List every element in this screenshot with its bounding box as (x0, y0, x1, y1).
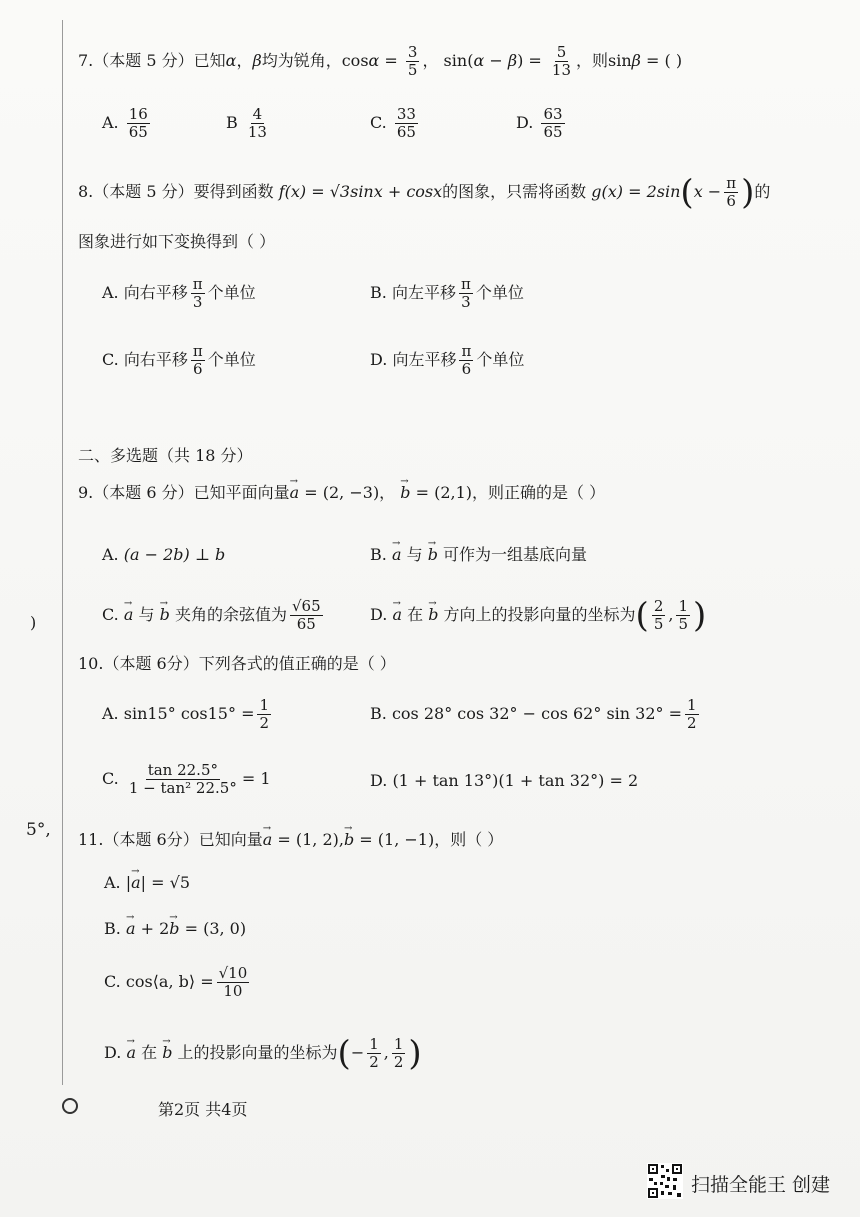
scanner-watermark: 扫描全能王 创建 (691, 1174, 831, 1196)
margin-rule (62, 20, 63, 1085)
q9-option-a[interactable]: A. (a − 2b) ⊥ b (102, 545, 226, 564)
page-number: 第2页 共4页 (158, 1100, 248, 1119)
section-title: 二、多选题（共 18 分） (78, 446, 253, 465)
binding-hole-icon (62, 1098, 78, 1114)
q7-frac-cos: $\frac{3}{5}$ (407, 43, 418, 79)
margin-paren: ) (30, 613, 37, 632)
question-9-stem: 9.（本题 6 分）已知平面向量→ a = (2, −3)， → b = (2,1)，则正确的是（ ） (78, 483, 605, 503)
qr-code-icon (647, 1163, 683, 1199)
q10-option-a[interactable]: A. sin15° cos15° = $\frac{1}{2}$ (102, 696, 270, 732)
q7-option-d[interactable]: D. $\frac{63}{65}$ (516, 105, 563, 141)
q9-option-b[interactable]: B. → a 与 → b 可作为一组基底向量 (370, 545, 587, 565)
q11-option-d[interactable]: D. → a 在 → b 上的投影向量的坐标为(− $\frac{1}{2}$ , $\frac{1}{2}$ ) (104, 1036, 422, 1071)
q8-option-d[interactable]: D. 向左平移 $\frac{\pi}{6}$ 个单位 (370, 342, 525, 378)
question-7-stem: 7.（本题 5 分）已知α，β均为锐角，cosα = $\frac{3}{5}$ ， sin(α − β) = $\frac{5}{13}$ ，则sinβ = ( ) (78, 43, 683, 79)
question-11-stem: 11.（本题 6分）已知向量→ a = (1, 2),→ b = (1, −1)，则（ ） (78, 830, 503, 850)
q9-option-d[interactable]: D. → a 在 → b 方向上的投影向量的坐标为( $\frac{2}{5}$ , $\frac{1}{5}$ ) (370, 598, 706, 633)
q11-option-b[interactable]: B. → a + 2→ b = (3, 0) (104, 919, 246, 939)
q9-option-c[interactable]: C. → a 与 → b 夹角的余弦值为 $\frac{√65}{65}$ (102, 598, 326, 633)
q7-option-c[interactable]: C. $\frac{33}{65}$ (370, 105, 416, 141)
q8-option-c[interactable]: C. 向右平移 $\frac{\pi}{6}$ 个单位 (102, 342, 256, 378)
question-8-stem-line2: 图象进行如下变换得到（ ） (78, 232, 276, 251)
q11-option-c[interactable]: C. cos⟨a, b⟩ = $\frac{√10}{10}$ (104, 964, 248, 1000)
q11-option-a[interactable]: A. |→ a| = √5 (104, 873, 190, 893)
q10-option-c[interactable]: C. $\frac{\tan 22.5^\circ}{\text{1 − tan² 22.5°}}$ = 1 (102, 761, 271, 797)
margin-fragment: 5°, (26, 820, 51, 840)
q10-option-b[interactable]: B. cos 28° cos 32° − cos 62° sin 32° = $\frac{1}{2}$ (370, 696, 697, 732)
q7-option-a[interactable]: A. $\frac{16}{65}$ (102, 105, 148, 141)
question-10-stem: 10.（本题 6分）下列各式的值正确的是（ ） (78, 654, 396, 673)
q10-option-d[interactable]: D. (1 + tan 13°)(1 + tan 32°) = 2 (370, 771, 639, 790)
q7-frac-sin: $\frac{5}{13}$ (551, 43, 572, 79)
q8-option-a[interactable]: A. 向右平移 $\frac{\pi}{3}$ 个单位 (102, 275, 256, 311)
q8-option-b[interactable]: B. 向左平移 $\frac{\pi}{3}$ 个单位 (370, 275, 524, 311)
q7-option-b[interactable]: B $\frac{4}{13}$ (226, 105, 267, 141)
question-8-stem: 8.（本题 5 分）要得到函数 f(x) = √3sinx + cosx的图象，只需将函数 g(x) = 2sin(x − $\frac{\pi}{6}$ )的 (78, 172, 771, 213)
